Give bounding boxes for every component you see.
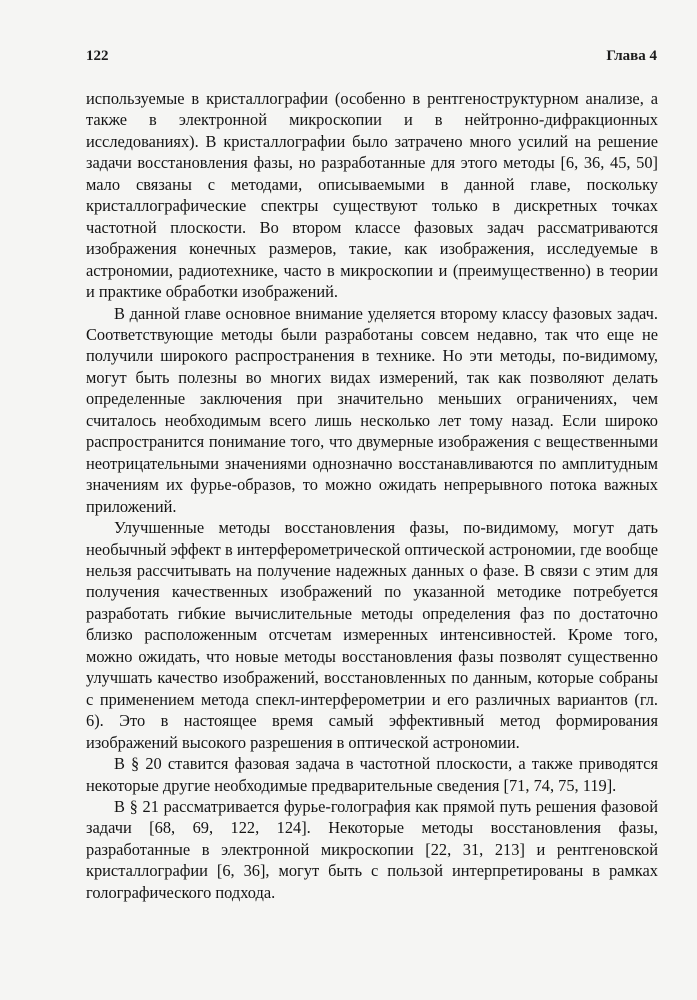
body-text <box>86 88 658 903</box>
chapter-label: Глава 4 <box>606 48 657 64</box>
paragraph-continued: используемые в кристаллографии (особенно в рентгеноструктурном анализе, а также в электронной микроскопии и в нейтронно-дифракционных исследованиях). В кристаллографии было затрачено много усилий на решение задачи восстановления фазы, но разработанные для этого методы [6, 36, 45, 50] мало связаны с методами, описываемыми в данной главе, поскольку кристаллографические спектры существуют только в дискретных точках частотной плоскости. Во втором классе фазовых задач рассматриваются изображения конечных размеров, такие, как изображения, исследуемые в астрономии, радиотехнике, часто в микроскопии и (преимущественно) в теории и практике обработки изображений. <box>86 89 658 302</box>
paragraph: В § 20 ставится фазовая задача в частотной плоскости, а также приводятся некоторые другие необходимые предварительные сведения [71, 74, 75, 119]. <box>86 754 658 795</box>
paragraph: Улучшенные методы восстановления фазы, по-видимому, могут дать необычный эффект в интерферометрической оптической астрономии, где вообще нельзя рассчитывать на получение надежных данных о фазе. В связи с этим для получения качественных изображений по указанной методике потребуется разработать гибкие вычислительные методы определения фаз по достаточно близко расположенным отсчетам измеренных интенсивностей. Кроме того, можно ожидать, что новые методы восстановления фазы позволят существенно улучшать качество изображений, восстановленных по данным, которые собраны с применением метода спекл-интерферометрии и его различных вариантов (гл. 6). Это в настоящее время самый эффективный метод формирования изображений высокого разрешения в оптической астрономии. <box>86 518 658 752</box>
running-head <box>86 48 657 70</box>
page-number: 122 <box>86 48 109 64</box>
paragraph: В § 21 рассматривается фурье-голография как прямой путь решения фазовой задачи [68, 69, 122, 124]. Некоторые методы восстановления фазы, разработанные в электронной микроскопии [22, 31, 213] и рентгеновской кристаллографии [6, 36], могут быть с пользой интерпретированы в рамках голографического подхода. <box>86 796 658 902</box>
paragraph: В данной главе основное внимание уделяется второму классу фазовых задач. Соответствующие методы были разработаны совсем недавно, так что еще не получили широкого распространения в технике. Но эти методы, по-видимому, могут быть полезны во многих видах измерений, так как позволяют делать определенные заключения при значительно меньших ограничениях, чем считалось необходимым всего лишь несколько лет тому назад. Если широко распространится понимание того, что двумерные изображения с вещественными неотрицательными значениями однозначно восстанавливаются по амплитудным значениям их фурье-образов, то можно ожидать непрерывного потока важных приложений. <box>86 303 658 516</box>
